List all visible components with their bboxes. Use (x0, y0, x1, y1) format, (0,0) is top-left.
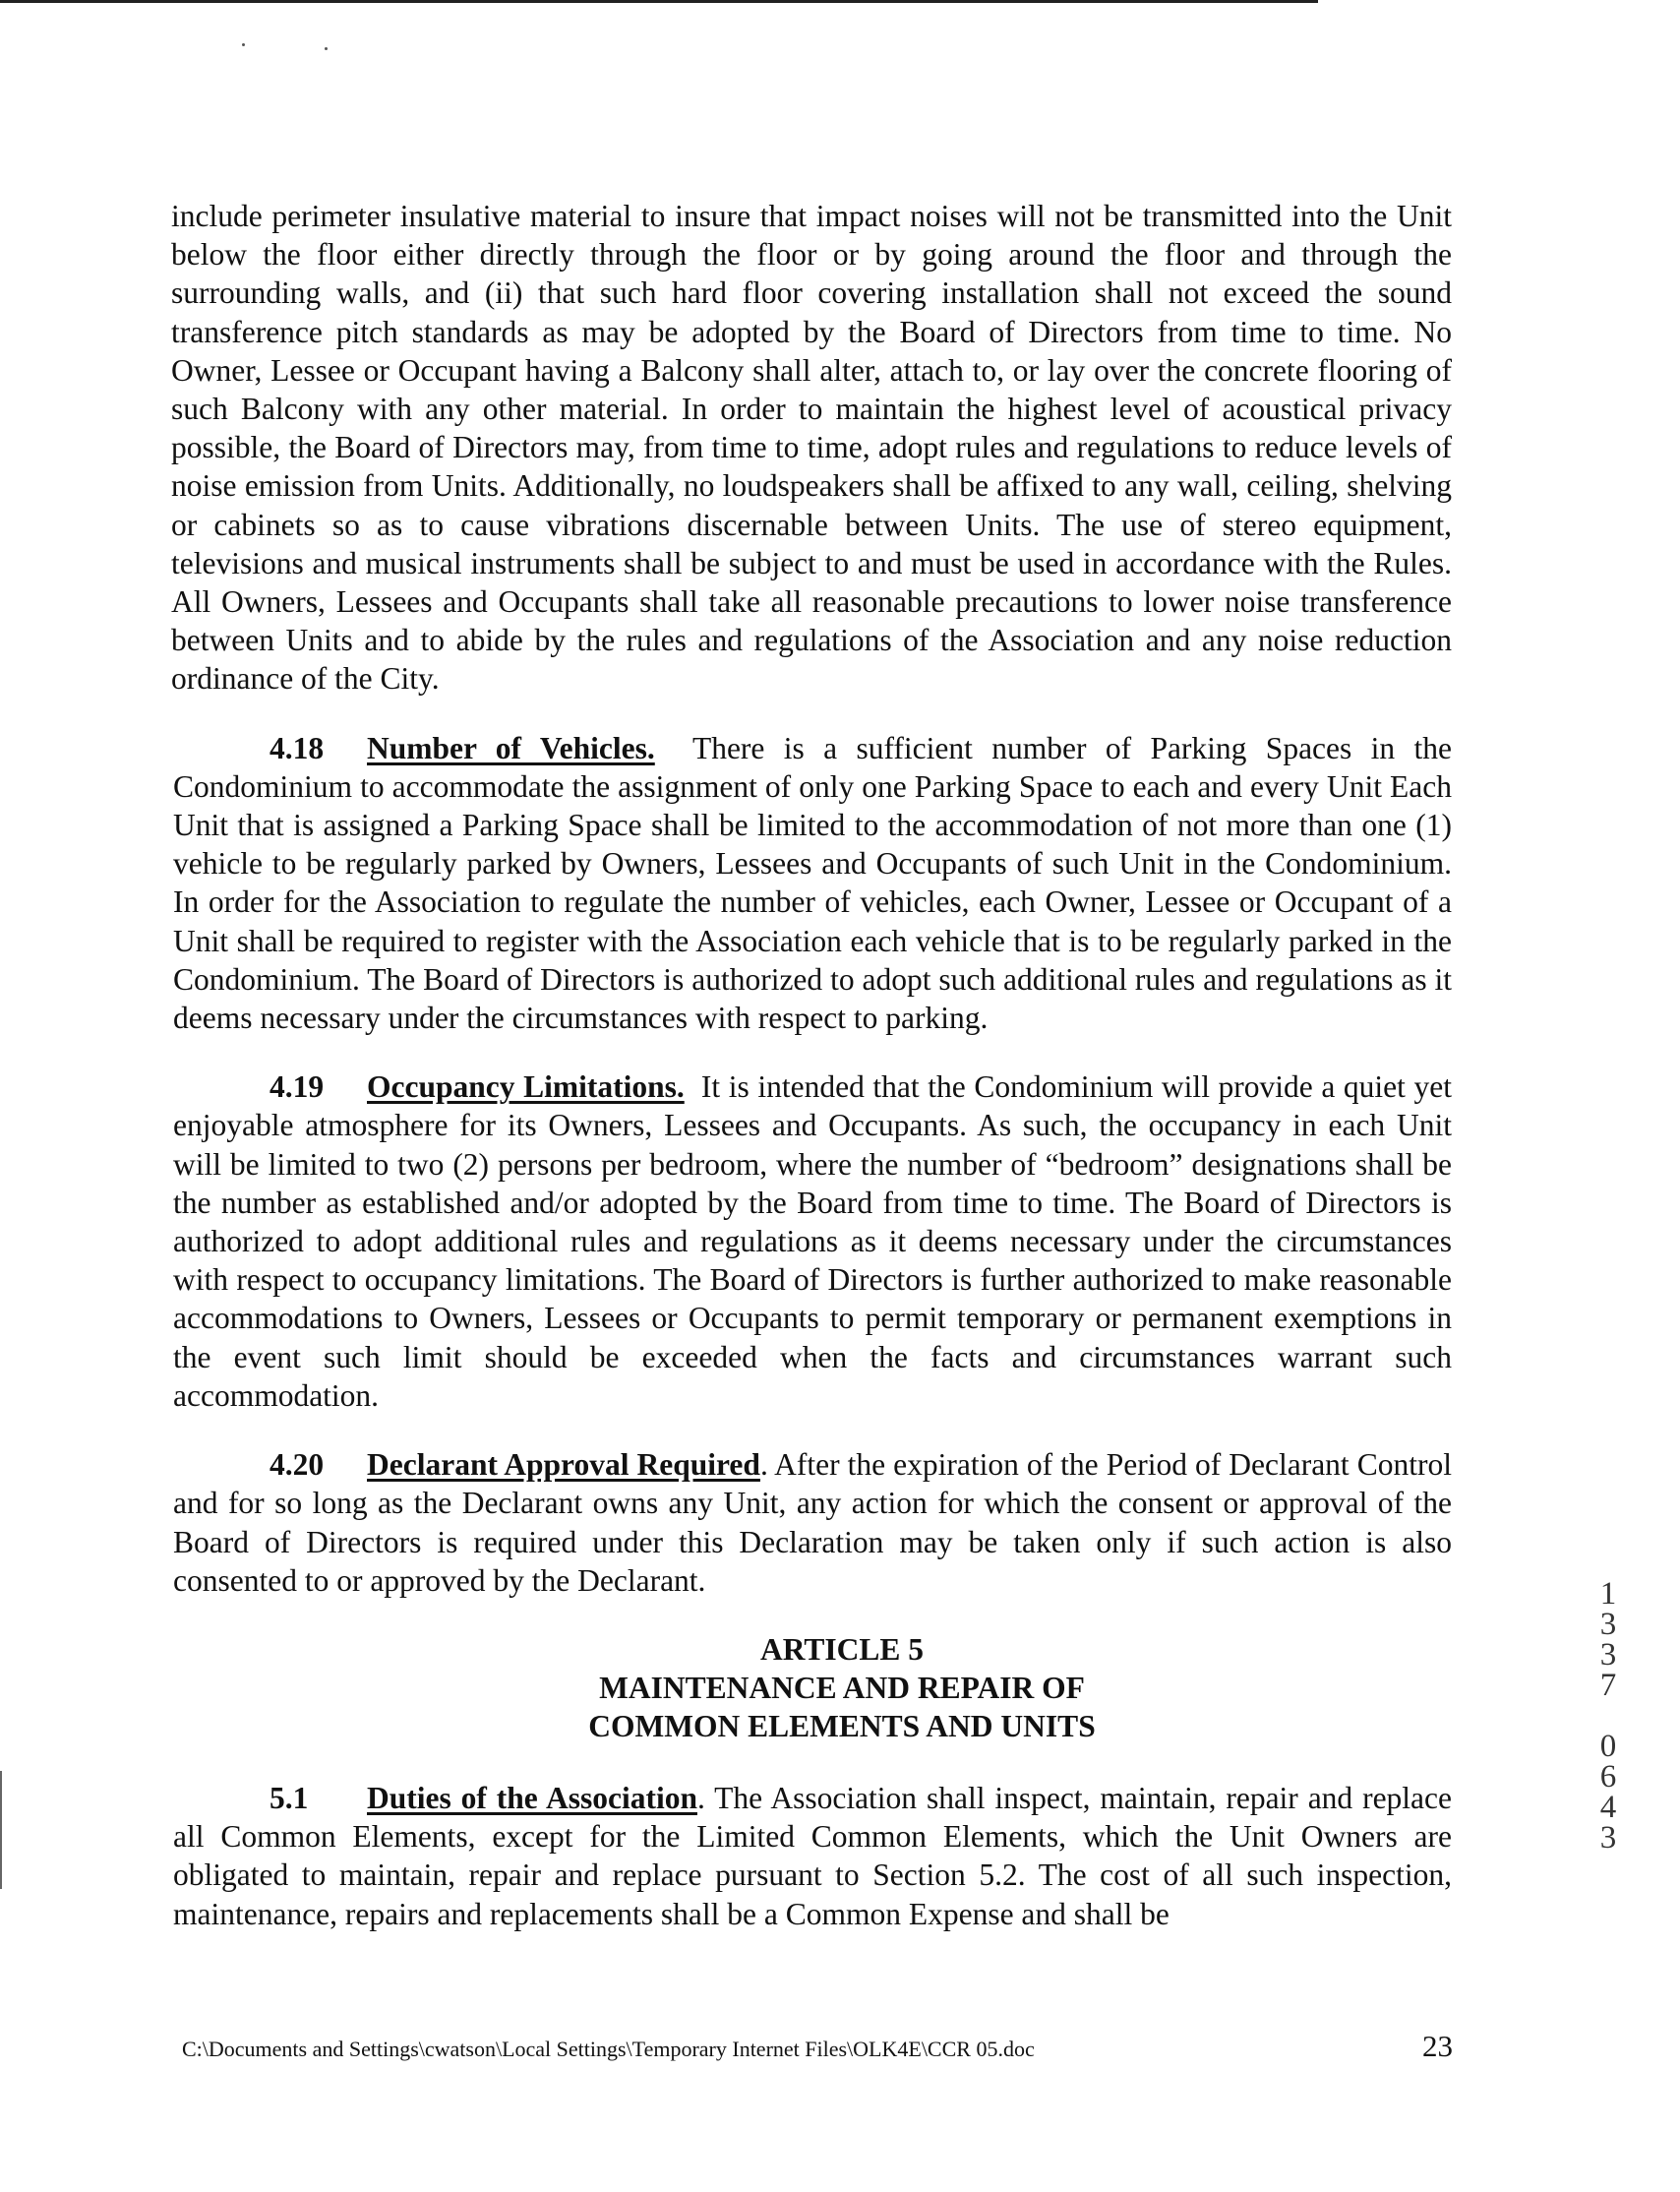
section-title: Number of Vehicles. (367, 730, 655, 765)
article-title-line-2: COMMON ELEMENTS AND UNITS (588, 1708, 1096, 1743)
scan-top-border (0, 0, 1318, 3)
footer-file-path: C:\Documents and Settings\cwatson\Local Settings\Temporary Internet Files\OLK4E\CCR 05.doc (182, 2037, 1035, 2061)
scan-speck (325, 47, 328, 50)
section-number: 4.18 (270, 730, 325, 765)
section-title: Duties of the Association (367, 1780, 697, 1815)
scan-speck (242, 43, 245, 46)
article-heading (173, 1630, 1452, 1745)
section-5-1 (173, 1779, 1452, 1933)
page-number: 23 (1422, 2029, 1453, 2063)
section-body: . The Association shall inspect, maintain, repair and replace all Common Elements, except for the Limited Common Elements, which the Unit Owners are obligated to maintain, repair and replace pursuant to Section 5.2. The cost of all such inspection, maintenance, repairs and replacements shall be a Common Expense and shall be (173, 1780, 1452, 1931)
document-page (173, 197, 1452, 1964)
article-title-line-1: MAINTENANCE AND REPAIR OF (599, 1670, 1085, 1705)
section-body: . After the expiration of the Period of Declarant Control and for so long as the Declarant owns any Unit, any action for which the consent or approval of the Board of Directors is required under this Declaration may be taken only if such action is also consented to or approved by the Declarant. (173, 1447, 1452, 1598)
section-number: 4.19 (270, 1069, 325, 1105)
article-number: ARTICLE 5 (759, 1631, 925, 1667)
intro-paragraph: include perimeter insulative material to insure that impact noises will not be transmitted into the Unit below the floor either directly through the floor or by going around the floor and through the surrounding walls, and (ii) that such hard floor covering installation shall not exceed the sound transference pitch standards as may be adopted by the Board of Directors from time to time. No Owner, Lessee or Occupant having a Balcony shall alter, attach to, or lay over the concrete flooring of such Balcony with any other material. In order to maintain the highest level of acoustical privacy possible, the Board of Directors may, from time to time, adopt rules and regulations to reduce levels of noise emission from Units. Additionally, no loudspeakers shall be affixed to any wall, ceiling, shelving or cabinets so as to cause vibrations discernable between Units. The use of stereo equipment, televisions and musical instruments shall be subject to and must be used in accordance with the Rules. All Owners, Lessees and Occupants shall take all reasonable precautions to lower noise transference between Units and to abide by the rules and regulations of the Association and any noise reduction ordinance of the City. (171, 199, 1452, 697)
recording-stamp: 1 3 3 7 0 6 4 3 (1599, 1576, 1617, 1856)
section-4-19 (173, 1067, 1452, 1415)
section-number: 5.1 (270, 1780, 309, 1815)
section-title: Occupancy Limitations. (367, 1069, 685, 1105)
section-4-20 (173, 1445, 1452, 1600)
section-4-18 (173, 729, 1452, 1038)
section-number: 4.20 (270, 1447, 325, 1483)
section-title: Declarant Approval Required (367, 1447, 760, 1483)
section-body: It is intended that the Condominium will provide a quiet yet enjoyable atmosphere for its Owners, Lessees and Occupants. As such, the occupancy in each Unit will be limited to two (2) persons per bedroom, where the number of “bedroom” designations shall be the number as established and/or adopted by the Board from time to time. The Board of Directors is authorized to adopt additional rules and regulations as it deems necessary under the circumstances with respect to occupancy limitations. The Board of Directors is further authorized to make reasonable accommodations to Owners, Lessees or Occupants to permit temporary or permanent exemptions in the event such limit should be exceeded when the facts and circumstances warrant such accommodation. (173, 1069, 1452, 1413)
scan-left-edge (0, 1771, 2, 1889)
section-body: There is a sufficient number of Parking Spaces in the Condominium to accommodate the assignment of only one Parking Space to each and every Unit Each Unit that is assigned a Parking Space shall be limited to the accommodation of not more than one (1) vehicle to be regularly parked by Owners, Lessees and Occupants of such Unit in the Condominium. In order for the Association to regulate the number of vehicles, each Owner, Lessee or Occupant of a Unit shall be required to register with the Association each vehicle that is to be regularly parked in the Condominium. The Board of Directors is authorized to adopt such additional rules and regulations as it deems necessary under the circumstances with respect to parking. (173, 730, 1452, 1036)
